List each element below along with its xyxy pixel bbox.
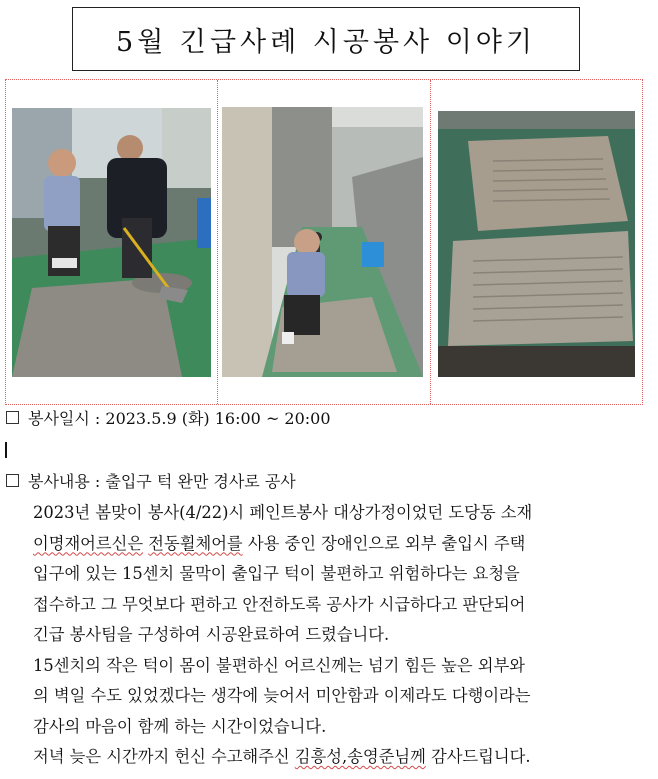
checkbox-square-icon bbox=[6, 411, 19, 424]
photo-cell-3 bbox=[431, 80, 642, 404]
service-content-row bbox=[6, 469, 296, 492]
p1-line-5: 긴급 봉사팀을 구성하여 시공완료하여 드렸습니다. bbox=[33, 625, 390, 644]
p1-line-3: 입구에 있는 15센치 물막이 출입구 턱이 불편하고 위험하다는 요청을 bbox=[33, 564, 520, 583]
photo-cell-1 bbox=[6, 80, 218, 404]
text-cursor bbox=[5, 442, 7, 458]
photo-two-men-mixing-cement-icon bbox=[12, 108, 211, 377]
p1-line-4: 접수하고 그 무엇보다 편하고 안전하도록 공사가 시급하다고 판단되어 bbox=[33, 594, 526, 614]
p2-line-1: 15센치의 작은 턱이 몸이 불편하신 어르신께는 넘기 힘든 높은 외부와 bbox=[33, 655, 525, 675]
paragraph-1 bbox=[33, 498, 648, 651]
paragraph-3 bbox=[33, 742, 648, 773]
checkbox-square-icon bbox=[6, 474, 19, 487]
p3-volunteer-names: 김흥성,송영준님께 bbox=[294, 747, 426, 766]
paragraph-2 bbox=[33, 651, 648, 743]
photo-cell-2 bbox=[218, 80, 430, 404]
service-date-text: 봉사일시 : 2023.5.9 (화) 16:00 ~ 20:00 bbox=[28, 409, 331, 428]
photo-man-plastering-entrance-ramp-icon bbox=[222, 107, 423, 377]
p1-line-2-wheelchair: 전동휠체어를 bbox=[148, 533, 243, 553]
photo-table bbox=[5, 79, 643, 405]
service-date-row bbox=[6, 406, 331, 429]
p3-line-1: 저녁 늦은 시간까지 헌신 수고해주신 bbox=[33, 747, 295, 766]
p2-line-2: 의 벽일 수도 있었겠다는 생각에 늦어서 미안함과 이제라도 다행이라는 bbox=[33, 686, 531, 705]
photo-finished-cement-ramp-icon bbox=[438, 111, 635, 377]
service-content-text: 봉사내용 : 출입구 턱 완만 경사로 공사 bbox=[28, 472, 296, 491]
p1-line-1: 2023년 봄맞이 봉사(4/22)시 페인트봉사 대상가정이었던 도당동 소재 bbox=[33, 503, 533, 522]
p2-line-3: 감사의 마음이 함께 하는 시간이었습니다. bbox=[33, 716, 327, 736]
story-body bbox=[33, 498, 648, 773]
p3-line-1-end: 감사드립니다. bbox=[425, 747, 531, 766]
p1-line-2-name: 이명재어르신은 bbox=[33, 533, 144, 553]
p1-line-2-rest: 사용 중인 장애인으로 외부 출입시 주택 bbox=[242, 533, 526, 553]
page-title: 5월 긴급사례 시공봉사 이야기 bbox=[72, 7, 580, 71]
